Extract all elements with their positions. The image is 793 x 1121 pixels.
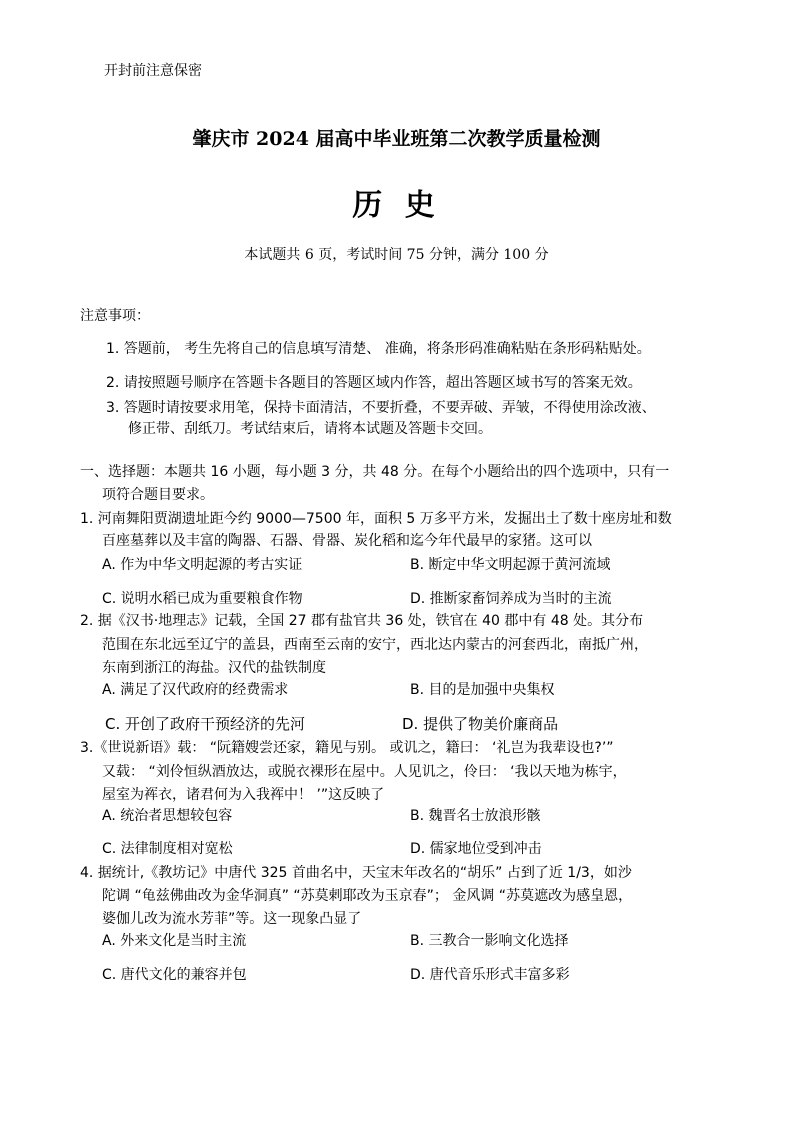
notes-heading: 注意事项： bbox=[80, 308, 150, 324]
section-heading-continued: 项符合题目要求。 bbox=[102, 487, 214, 503]
question-3-stem: 屋室为裈衣，诸君何为入我裈中！ ’”这反映了 bbox=[102, 787, 385, 803]
question-2-stem: 2. 据《汉书·地理志》记载，全国 27 郡有盐官共 36 处，铁官在 40 郡中有 48 处。其分布 bbox=[80, 613, 644, 629]
question-2-option-b[interactable]: B. 目的是加强中央集权 bbox=[410, 682, 555, 698]
question-4-option-b[interactable]: B. 三教合一影响文化选择 bbox=[410, 933, 569, 949]
question-3-stem: 3.《世说新语》载： “阮籍嫂尝还家，籍见与别。 或讥之，籍曰： ‘礼岂为我辈设也?’” bbox=[80, 740, 614, 756]
note-item-continued: 修正带、刮纸刀。考试结束后，请将本试题及答题卡交回。 bbox=[128, 421, 492, 437]
question-1-option-a[interactable]: A. 作为中华文明起源的考古实证 bbox=[102, 557, 303, 573]
subject-title: 历 史 bbox=[352, 188, 441, 223]
question-4-stem: 陀调 “龟兹佛曲改为金华洞真” “苏莫剌耶改为玉京春”； 金风调 “苏莫遮改为感皇恩， bbox=[102, 888, 633, 904]
note-item: 2. 请按照题号顺序在答题卡各题目的答题区域内作答，超出答题区域书写的答案无效。 bbox=[106, 375, 642, 391]
question-4-stem: 婆伽儿改为流水芳菲”等。这一现象凸显了 bbox=[102, 911, 362, 927]
question-3-option-a[interactable]: A. 统治者思想较包容 bbox=[102, 808, 233, 824]
note-item: 1. 答题前， 考生先将自己的信息填写清楚、 准确，将条形码准确粘贴在条形码粘贴处。 bbox=[106, 341, 651, 357]
question-4-option-d[interactable]: D. 唐代音乐形式丰富多彩 bbox=[410, 967, 570, 983]
question-1-option-d[interactable]: D. 推断家畜饲养成为当时的主流 bbox=[410, 591, 612, 607]
question-3-option-b[interactable]: B. 魏晋名士放浪形骸 bbox=[410, 808, 541, 824]
question-2-stem: 东南到浙江的海盐。汉代的盐铁制度 bbox=[102, 660, 326, 676]
question-2-option-c[interactable]: C. 开创了政府干预经济的先河 bbox=[105, 715, 306, 733]
question-3-stem: 又载： “刘伶恒纵酒放达，或脱衣裸形在屋中。人见讥之，伶曰： ‘我以天地为栋宇， bbox=[102, 764, 627, 780]
question-4-option-c[interactable]: C. 唐代文化的兼容并包 bbox=[102, 967, 247, 983]
note-item: 3. 答题时请按要求用笔，保持卡面清洁，不要折叠，不要弄破、弄皱，不得使用涂改液、 bbox=[106, 400, 656, 416]
question-2-option-a[interactable]: A. 满足了汉代政府的经费需求 bbox=[102, 682, 289, 698]
exam-info: 本试题共 6 页，考试时间 75 分钟，满分 100 分 bbox=[244, 247, 549, 263]
question-1-option-b[interactable]: B. 断定中华文明起源于黄河流域 bbox=[410, 557, 611, 573]
section-heading: 一、选择题：本题共 16 小题，每小题 3 分，共 48 分。在每个小题给出的四个选项中，只有一 bbox=[80, 464, 670, 480]
question-3-option-d[interactable]: D. 儒家地位受到冲击 bbox=[410, 841, 542, 857]
question-4-option-a[interactable]: A. 外来文化是当时主流 bbox=[102, 933, 247, 949]
question-1-option-c[interactable]: C. 说明水稻已成为重要粮食作物 bbox=[102, 591, 303, 607]
question-3-option-c[interactable]: C. 法律制度相对宽松 bbox=[102, 841, 233, 857]
question-2-stem: 范围在东北远至辽宁的盖县，西南至云南的安宁，西北达内蒙古的河套西北，南抵广州， bbox=[102, 637, 648, 653]
exam-title: 肇庆市 2024 届高中毕业班第二次教学质量检测 bbox=[192, 128, 601, 150]
question-2-option-d[interactable]: D. 提供了物美价廉商品 bbox=[402, 715, 559, 733]
question-1-stem: 1. 河南舞阳贾湖遗址距今约 9000—7500 年，面积 5 万多平方米，发掘出土了数十座房址和数 bbox=[80, 511, 672, 527]
question-4-stem: 4. 据统计,《教坊记》中唐代 325 首曲名中，天宝末年改名的“胡乐” 占到了近 1/3，如沙 bbox=[80, 865, 632, 881]
confidential-note: 开封前注意保密 bbox=[104, 63, 202, 79]
question-1-stem: 百座墓葬以及丰富的陶器、石器、骨器、炭化稻和迄今年代最早的家猪。这可以 bbox=[102, 533, 592, 549]
